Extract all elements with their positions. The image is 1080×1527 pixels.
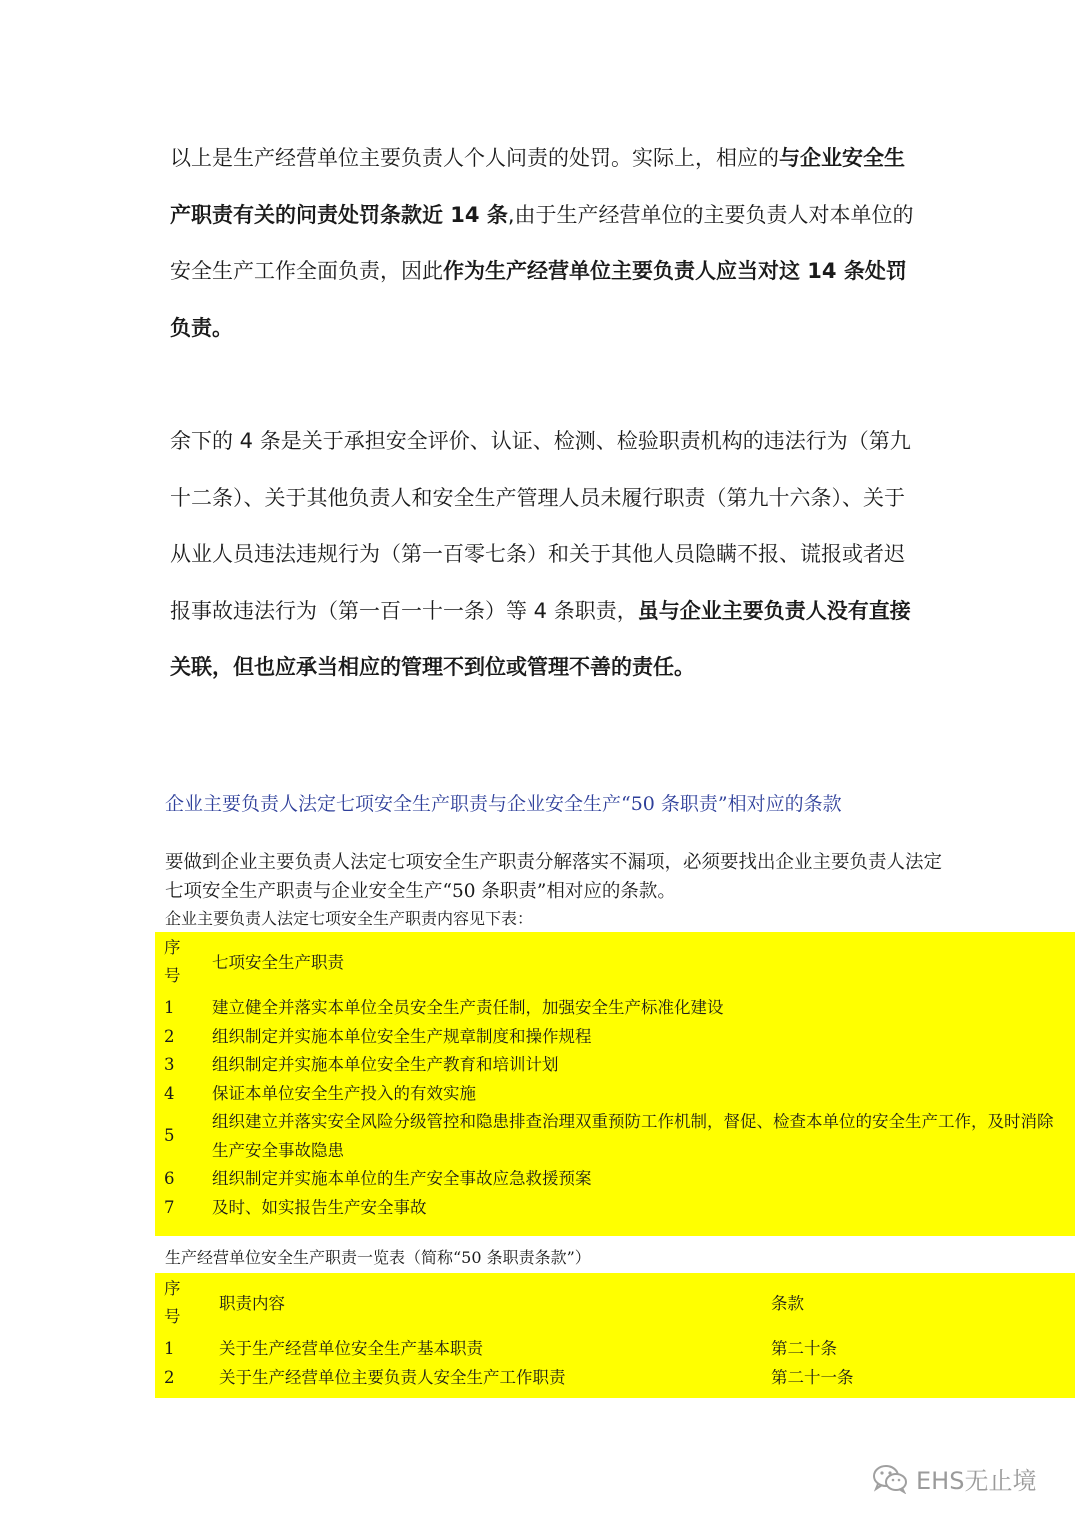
clause-cell: 第二十一条 bbox=[771, 1367, 854, 1387]
table-row bbox=[155, 1335, 1075, 1364]
duty-text: 组织制定并实施本单位的生产安全事故应急救援预案 bbox=[212, 1169, 592, 1188]
content-header: 职责内容 bbox=[219, 1293, 285, 1313]
duty-text: 建立健全并落实本单位全员安全生产责任制，加强安全生产标准化建设 bbox=[212, 998, 724, 1017]
table-row bbox=[155, 1023, 1075, 1052]
row-number: 2 bbox=[164, 1026, 175, 1046]
table-row bbox=[155, 1364, 1075, 1399]
duty-header: 七项安全生产职责 bbox=[212, 952, 344, 972]
clause-header: 条款 bbox=[771, 1293, 804, 1313]
table-row bbox=[155, 1194, 1075, 1237]
paragraph-personal-accountability bbox=[170, 130, 915, 356]
table2-caption: 生产经营单位安全生产职责一览表（简称“50 条职责条款”） bbox=[165, 1248, 591, 1267]
watermark bbox=[872, 1461, 1036, 1496]
row-number: 3 bbox=[164, 1055, 175, 1074]
duty-text: 及时、如实报告生产安全事故 bbox=[212, 1197, 427, 1217]
table-row bbox=[155, 1165, 1075, 1194]
duty-text: 组织建立并落实安全风险分级管控和隐患排查治理双重预防工作机制，督促、检查本单位的安全生产工作，及时消除生产安全事故隐患 bbox=[212, 1112, 1054, 1160]
duty-text: 保证本单位安全生产投入的有效实施 bbox=[212, 1083, 476, 1103]
duty-content: 关于生产经营单位主要负责人安全生产工作职责 bbox=[219, 1367, 566, 1387]
table-row bbox=[155, 1080, 1075, 1109]
watermark-text: EHS无止境 bbox=[916, 1467, 1037, 1495]
table-row bbox=[155, 1051, 1075, 1080]
row-number: 1 bbox=[164, 1339, 175, 1358]
row-number: 1 bbox=[164, 998, 175, 1017]
clause-cell: 第二十条 bbox=[771, 1339, 837, 1358]
table1-caption: 企业主要负责人法定七项安全生产职责内容见下表： bbox=[165, 909, 534, 928]
table-header-row bbox=[155, 932, 1075, 994]
seq-header: 序号 bbox=[164, 938, 181, 985]
row-number: 2 bbox=[164, 1367, 175, 1387]
para1-bold-1: 与企业安全生产职责有关的问责处罚条款近 14 条 bbox=[170, 146, 905, 227]
para2-text-1: 余下的 4 条是关于承担安全评价、认证、检测、检验职责机构的违法行为（第九十二条）、关于其他负责人和安全生产管理人员未履行职责（第九十六条）、关于从业人员违法违规行为（第一百零七条）和关于其他人员隐瞒不报、谎报或者迟报事故违法行为（第一百一十一条）等 4 条职责， bbox=[170, 429, 911, 623]
fifty-duties-table bbox=[155, 1273, 1075, 1398]
para1-text-2: ,由于生产经营单位的主要负责人对本单位的安全生产工作全面负责，因此 bbox=[170, 202, 914, 283]
paragraph-remaining-four bbox=[170, 413, 915, 696]
row-number: 4 bbox=[164, 1083, 175, 1103]
duty-text: 组织制定并实施本单位安全生产规章制度和操作规程 bbox=[212, 1026, 592, 1046]
para2-bold-1: 虽与企业主要负责人没有直接关联，但也应承当相应的管理不到位或管理不善的责任。 bbox=[170, 598, 911, 679]
seven-duties-table bbox=[155, 932, 1075, 1236]
seq-header: 序号 bbox=[164, 1279, 181, 1326]
row-number: 7 bbox=[164, 1197, 175, 1217]
duty-content: 关于生产经营单位安全生产基本职责 bbox=[219, 1339, 483, 1358]
table-header-row bbox=[155, 1273, 1075, 1335]
para1-text-1: 以上是生产经营单位主要负责人个人问责的处罚。实际上，相应的 bbox=[170, 146, 779, 170]
section-heading: 企业主要负责人法定七项安全生产职责与企业安全生产“50 条职责”相对应的条款 bbox=[165, 793, 842, 815]
intro-paragraph: 要做到企业主要负责人法定七项安全生产职责分解落实不漏项，必须要找出企业主要负责人法定七项安全生产职责与企业安全生产“50 条职责”相对应的条款。 bbox=[165, 852, 943, 902]
row-number: 6 bbox=[164, 1169, 175, 1188]
duty-text: 组织制定并实施本单位安全生产教育和培训计划 bbox=[212, 1055, 559, 1074]
table-row bbox=[155, 994, 1075, 1023]
table-row bbox=[155, 1108, 1075, 1165]
para1-bold-2: 作为生产经营单位主要负责人应当对这 14 条处罚负责。 bbox=[170, 259, 907, 340]
row-number: 5 bbox=[164, 1126, 175, 1146]
wechat-icon bbox=[872, 1464, 908, 1494]
